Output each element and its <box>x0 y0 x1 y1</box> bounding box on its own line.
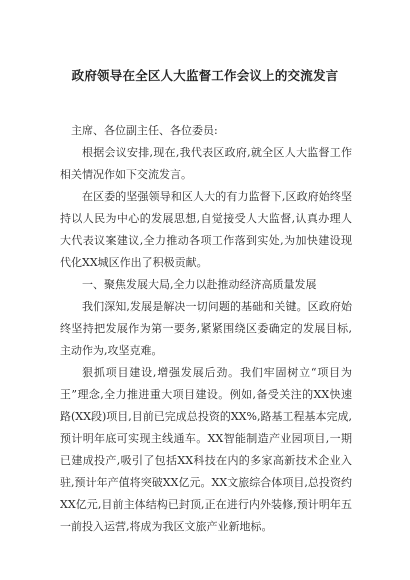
paragraph-projects: 狠抓项目建设,增强发展后劲。我们牢固树立“项目为王”理念,全力推进重大项目建设。例如,备受关注的XX快速路(XX段)项目,目前已完成总投资的XX%,路基工程基本完成,预计明年底可实现主线通车。XX智能制造产业园项目,一期已建成投产,吸引了包括XX科技在内的多家高新技术企业入驻,预计年产值将突破XX亿元。XX文旅综合体项目,总投资约XX亿元,目前主体结构已封顶,正在进行内外装修,预计明年五一前投入运营,将成为我区文旅产业新地标。 <box>60 366 352 533</box>
document-body <box>60 120 352 538</box>
section-heading: 一、聚焦发展大局,全力以赴推动经济高质量发展 <box>82 278 317 291</box>
paragraph-background: 在区委的坚强领导和区人大的有力监督下,区政府始终坚持以人民为中心的发展思想,自觉接受人大监督,认真办理人大代表议案建议,全力推动各项工作落到实处,为加快建设现代化XX城区作出了积极贡献。 <box>60 190 352 269</box>
paragraph-intro: 根据会议安排,现在,我代表区政府,就全区人大监督工作相关情况作如下交流发言。 <box>60 146 352 181</box>
document-title: 政府领导在全区人大监督工作会议上的交流发言 <box>71 68 339 83</box>
salutation: 主席、各位副主任、各位委员: <box>71 124 218 137</box>
paragraph-development: 我们深知,发展是解决一切问题的基础和关键。区政府始终坚持把发展作为第一要务,紧紧围绕区委确定的发展目标,主动作为,攻坚克难。 <box>60 300 352 357</box>
